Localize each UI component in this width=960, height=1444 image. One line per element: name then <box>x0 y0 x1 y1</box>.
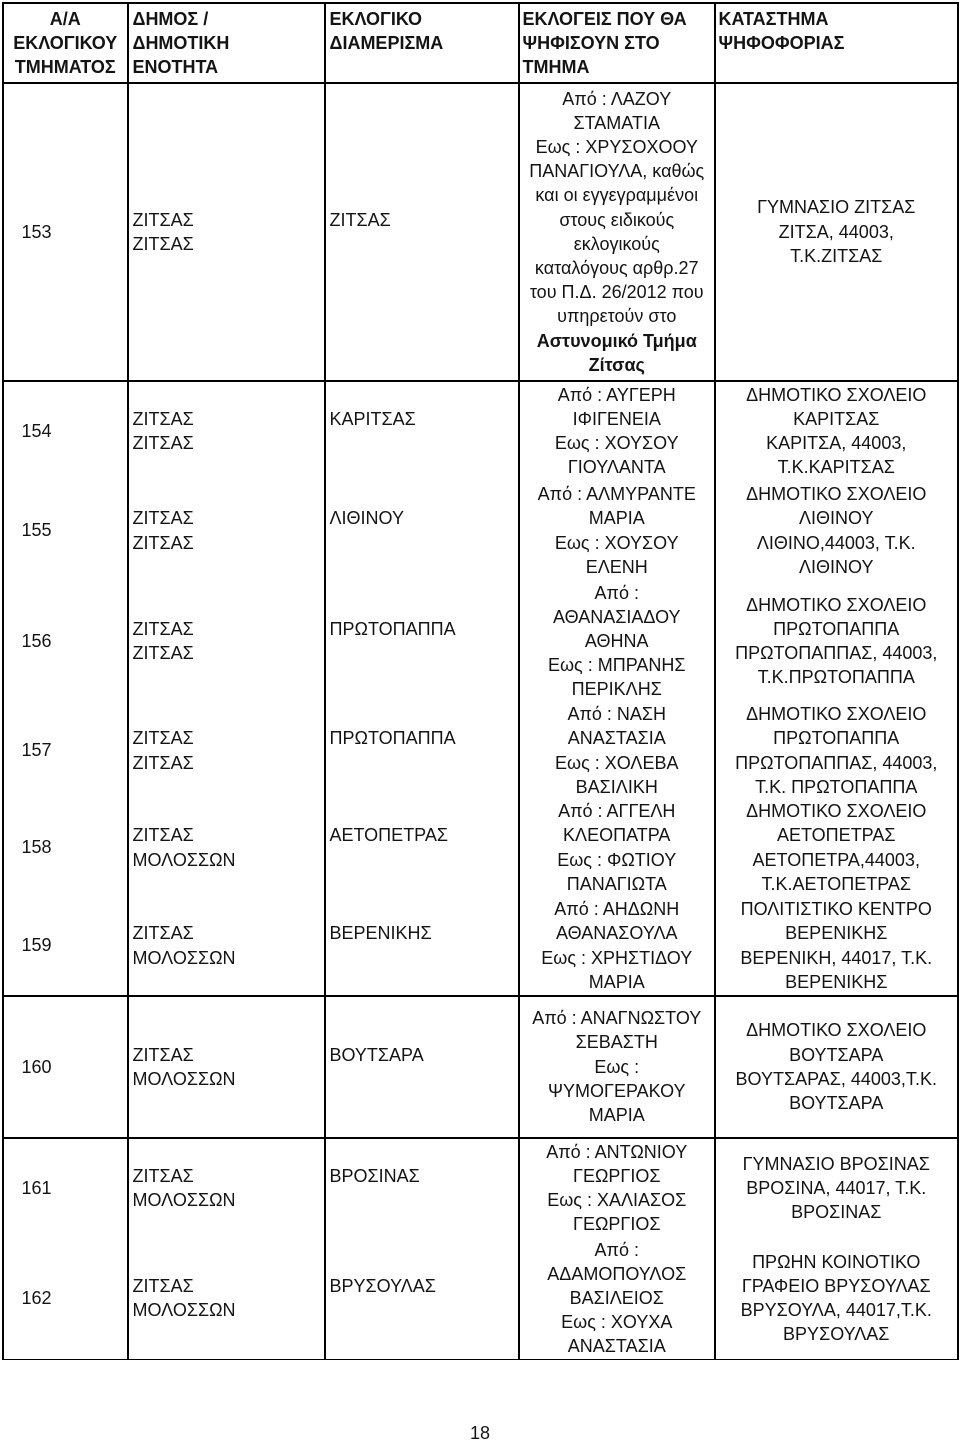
table-row <box>0 1139 960 1238</box>
polling-station-line: Τ.Κ.ΚΑΡΙΤΣΑΣ <box>777 457 895 478</box>
polling-station-line: ΖΙΤΣΑ, 44003, <box>778 221 894 242</box>
municipality-line: ΜΟΛΟΣΣΩΝ <box>132 1190 236 1210</box>
polling-station-line: ΒΟΥΤΣΑΡΑ <box>789 1092 884 1113</box>
voters-line: Από : ΝΑΣΗ <box>567 704 667 725</box>
voters-line: Εως : <box>594 1056 640 1077</box>
section-number: 154 <box>21 421 52 442</box>
header-voters <box>520 4 715 83</box>
voters-range-cell <box>520 702 715 799</box>
polling-station-line: ΔΗΜΟΤΙΚΟ ΣΧΟΛΕΙΟ <box>746 594 927 615</box>
polling-station-line: ΠΡΩΗΝ ΚΟΙΝΟΤΙΚΟ <box>752 1251 921 1272</box>
electoral-district-cell <box>326 481 519 580</box>
voters-line: του Π.Δ. 26/2012 που <box>529 282 704 303</box>
municipality-line: ΖΙΤΣΑΣ <box>132 825 194 846</box>
header-label-line: ΕΚΛΟΓΙΚΟΥ <box>13 32 118 53</box>
voters-line: ΜΑΡΙΑ <box>588 1105 645 1126</box>
polling-station-cell <box>716 580 958 702</box>
polling-station-line: ΔΗΜΟΤΙΚΟ ΣΧΟΛΕΙΟ <box>746 704 927 725</box>
electoral-district-cell <box>326 702 519 799</box>
section-number-cell <box>4 799 128 896</box>
municipality-line: ΖΙΤΣΑΣ <box>132 1275 194 1296</box>
district-name: ΒΡΟΣΙΝΑΣ <box>329 1165 420 1186</box>
section-number: 161 <box>21 1177 52 1198</box>
table-row <box>0 702 960 799</box>
district-name: ΚΑΡΙΤΣΑΣ <box>329 409 416 430</box>
voters-range-cell <box>520 799 715 896</box>
polling-station-line: ΒΕΡΕΝΙΚΗ, 44017, Τ.Κ. <box>740 947 933 968</box>
voters-line: Εως : ΧΡΗΣΤΙΔΟΥ <box>541 947 693 968</box>
section-number: 160 <box>21 1056 52 1077</box>
voters-line: Από : ΛΑΖΟΥ <box>562 88 672 109</box>
section-number-cell <box>4 382 128 482</box>
header-label-line: Α/Α <box>49 8 81 29</box>
header-polling-station <box>716 4 958 83</box>
section-number-cell <box>4 997 128 1138</box>
district-name: ΒΕΡΕΝΙΚΗΣ <box>329 923 432 944</box>
voters-range-cell <box>520 896 715 995</box>
voters-line: Από : ΑΝΑΓΝΩΣΤΟΥ <box>532 1008 702 1029</box>
polling-station-line: Τ.Κ.ΖΙΤΣΑΣ <box>790 245 883 266</box>
table-row <box>0 997 960 1138</box>
voters-line: ΑΘΑΝΑΣΟΥΛΑ <box>555 923 678 944</box>
polling-station-line: ΚΑΡΙΤΣΑΣ <box>793 409 880 430</box>
municipality-cell <box>129 481 325 580</box>
voters-range-cell <box>520 580 715 702</box>
polling-station-line: ΠΡΩΤΟΠΑΠΠΑΣ, 44003, <box>735 752 938 773</box>
municipality-line: ΖΙΤΣΑΣ <box>132 409 194 430</box>
voters-line: ΜΑΡΙΑ <box>588 508 645 529</box>
district-name: ΒΟΥΤΣΑΡΑ <box>329 1044 424 1065</box>
header-label-line: ΕΚΛΟΓΙΚΟ <box>329 8 423 29</box>
municipality-line: ΜΟΛΟΣΣΩΝ <box>132 1300 236 1320</box>
electoral-district-cell <box>326 84 519 381</box>
voters-line: ΠΕΡΙΚΛΗΣ <box>571 679 662 700</box>
municipality-line: ΜΟΛΟΣΣΩΝ <box>132 947 236 968</box>
voters-line: Εως : ΧΟΥΧΑ <box>561 1312 673 1333</box>
voters-line: καταλόγους αρθρ.27 <box>534 257 699 278</box>
polling-station-line: ΒΕΡΕΝΙΚΗΣ <box>785 971 888 992</box>
municipality-cell <box>129 997 325 1138</box>
electoral-district-cell <box>326 1139 519 1238</box>
header-label-line: ΔΗΜΟΤΙΚΗ <box>132 32 230 53</box>
municipality-line: ΜΟΛΟΣΣΩΝ <box>132 1068 236 1089</box>
polling-station-line: ΓΡΑΦΕΙΟ ΒΡΥΣΟΥΛΑΣ <box>741 1275 931 1296</box>
table-row <box>0 382 960 482</box>
district-name: ΒΡΥΣΟΥΛΑΣ <box>329 1275 436 1296</box>
polling-station-line: ΚΑΡΙΤΣΑ, 44003, <box>766 433 907 454</box>
voters-line: Εως : ΧΟΥΣΟΥ <box>554 433 679 454</box>
municipality-cell <box>129 382 325 482</box>
section-number-cell <box>4 580 128 702</box>
voters-line: ΜΑΡΙΑ <box>588 971 645 992</box>
voters-line: Αστυνομικό Τμήμα <box>536 330 697 351</box>
polling-station-line: ΒΟΥΤΣΑΡΑ <box>789 1044 884 1065</box>
voters-range-cell <box>520 481 715 580</box>
table-row <box>0 896 960 995</box>
voters-line: ΕΛΕΝΗ <box>585 556 648 577</box>
voters-line: Από : ΑΝΤΩΝΙΟΥ <box>546 1141 688 1162</box>
polling-station-line: ΒΡΟΣΙΝΑΣ <box>791 1202 882 1223</box>
voters-line: ΒΑΣΙΛΕΙΟΣ <box>569 1287 664 1308</box>
district-name: ΠΡΩΤΟΠΑΠΠΑ <box>329 618 456 639</box>
polling-station-line: ΔΗΜΟΤΙΚΟ ΣΧΟΛΕΙΟ <box>746 1020 927 1041</box>
municipality-line: ΖΙΤΣΑΣ <box>132 643 194 663</box>
header-label-line: ΔΗΜΟΣ / <box>132 8 209 29</box>
voters-line: ΠΑΝΑΓΙΟΥΛΑ, καθώς <box>529 161 705 182</box>
table-rule <box>2 1359 959 1361</box>
electoral-district-cell <box>326 997 519 1138</box>
polling-station-line: ΓΥΜΝΑΣΙΟ ΒΡΟΣΙΝΑΣ <box>742 1153 930 1174</box>
table-row <box>0 799 960 896</box>
header-municipality <box>129 4 325 83</box>
polling-station-line: ΛΙΘΙΝΟΥ <box>799 556 874 577</box>
municipality-cell <box>129 799 325 896</box>
voters-range-cell <box>520 1238 715 1359</box>
polling-station-line: ΒΡΥΣΟΥΛΑΣ <box>783 1324 890 1345</box>
polling-station-cell <box>716 896 958 995</box>
voters-line: ΚΛΕΟΠΑΤΡΑ <box>563 825 671 846</box>
voters-line: Από : <box>594 1239 639 1260</box>
municipality-cell <box>129 1238 325 1359</box>
polling-station-line: ΒΡΟΣΙΝΑ, 44017, Τ.Κ. <box>746 1177 927 1198</box>
polling-station-line: ΓΥΜΝΑΣΙΟ ΖΙΤΣΑΣ <box>757 197 916 218</box>
polling-station-line: ΒΕΡΕΝΙΚΗΣ <box>785 923 888 944</box>
voters-line: ΑΝΑΣΤΑΣΙΑ <box>567 1336 666 1357</box>
voters-line: Από : <box>594 582 639 603</box>
district-name: ΛΙΘΙΝΟΥ <box>329 508 404 529</box>
polling-station-line: ΠΡΩΤΟΠΑΠΠΑΣ, 44003, <box>735 643 938 663</box>
table-row <box>0 1238 960 1359</box>
section-number-cell <box>4 481 128 580</box>
polling-station-line: Τ.Κ. ΠΡΩΤΟΠΑΠΠΑ <box>755 776 918 797</box>
header-section-number <box>4 4 128 83</box>
polling-station-cell <box>716 799 958 896</box>
district-name: ΠΡΩΤΟΠΑΠΠΑ <box>329 728 456 749</box>
header-label-line: ΨΗΦΟΦΟΡΙΑΣ <box>718 32 845 53</box>
municipality-line: ΖΙΤΣΑΣ <box>132 508 194 529</box>
page-number: 18 <box>469 1423 491 1443</box>
polling-station-line: ΔΗΜΟΤΙΚΟ ΣΧΟΛΕΙΟ <box>746 801 927 822</box>
district-name: ΑΕΤΟΠΕΤΡΑΣ <box>329 825 448 846</box>
section-number: 153 <box>21 221 52 242</box>
section-number-cell <box>4 1238 128 1359</box>
voters-line: Εως : ΧΡΥΣΟΧΟΟΥ <box>535 137 698 157</box>
table-row <box>0 84 960 381</box>
polling-station-cell <box>716 997 958 1138</box>
polling-station-cell <box>716 481 958 580</box>
voters-line: ΙΦΙΓΕΝΕΙΑ <box>572 409 661 430</box>
section-number: 155 <box>21 520 52 541</box>
section-number: 159 <box>21 935 52 956</box>
municipality-cell <box>129 84 325 381</box>
voters-line: ΓΙΟΥΛΑΝΤΑ <box>567 457 666 478</box>
polling-station-line: ΒΡΥΣΟΥΛΑ, 44017,Τ.Κ. <box>740 1300 932 1320</box>
polling-station-line: ΠΡΩΤΟΠΑΠΠΑ <box>773 618 900 639</box>
voters-line: Εως : ΧΟΥΣΟΥ <box>554 532 679 553</box>
municipality-line: ΖΙΤΣΑΣ <box>132 1044 194 1065</box>
voters-line: Από : ΑΓΓΕΛΗ <box>558 801 676 822</box>
polling-station-line: ΒΟΥΤΣΑΡΑΣ, 44003,Τ.Κ. <box>735 1068 937 1089</box>
municipality-line: ΖΙΤΣΑΣ <box>132 923 194 944</box>
municipality-line: ΖΙΤΣΑΣ <box>132 618 194 639</box>
municipality-line: ΖΙΤΣΑΣ <box>132 433 194 454</box>
header-label-line: ΚΑΤΑΣΤΗΜΑ <box>718 8 829 29</box>
polling-station-line: ΔΗΜΟΤΙΚΟ ΣΧΟΛΕΙΟ <box>746 384 927 405</box>
voters-line: υπηρετούν στο <box>557 306 677 327</box>
header-label-line: ΤΜΗΜΑ <box>522 56 590 77</box>
voters-line: Εως : ΜΠΡΑΝΗΣ <box>547 655 686 676</box>
header-label-line: ΔΙΑΜΕΡΙΣΜΑ <box>329 32 444 53</box>
voters-line: ΒΑΣΙΛΙΚΗ <box>575 776 658 797</box>
header-electoral-district <box>326 4 519 83</box>
electoral-district-cell <box>326 580 519 702</box>
district-name: ΖΙΤΣΑΣ <box>329 209 391 230</box>
polling-station-cell <box>716 1238 958 1359</box>
section-number: 158 <box>21 837 52 858</box>
voters-range-cell <box>520 84 715 381</box>
voters-line: ΓΕΩΡΓΙΟΣ <box>573 1165 661 1186</box>
voters-line: Από : ΑΛΜΥΡΑΝΤΕ <box>537 484 696 505</box>
municipality-cell <box>129 1139 325 1238</box>
polling-station-line: ΠΟΛΙΤΙΣΤΙΚΟ ΚΕΝΤΡΟ <box>740 899 932 920</box>
section-number: 156 <box>21 630 52 651</box>
voters-range-cell <box>520 382 715 482</box>
voters-line: Εως : ΧΑΛΙΑΣΟΣ <box>547 1190 687 1210</box>
voters-line: ΑΝΑΣΤΑΣΙΑ <box>567 728 666 749</box>
polling-station-line: ΠΡΩΤΟΠΑΠΠΑ <box>773 728 900 749</box>
table-header-row <box>0 4 960 83</box>
voters-range-cell <box>520 997 715 1138</box>
electoral-district-cell <box>326 799 519 896</box>
voters-line: Από : ΑΥΓΕΡΗ <box>557 384 676 405</box>
municipality-line: ΖΙΤΣΑΣ <box>132 532 194 553</box>
voters-line: ΓΕΩΡΓΙΟΣ <box>573 1214 661 1235</box>
voters-line: ΠΑΝΑΓΙΩΤΑ <box>566 873 667 894</box>
polling-station-line: ΛΙΘΙΝΟ,44003, Τ.Κ. <box>756 532 916 553</box>
voters-line: ΑΘΑΝΑΣΙΑΔΟΥ <box>552 606 681 627</box>
header-label-line: ΨΗΦΙΣΟΥΝ ΣΤΟ <box>522 32 660 53</box>
municipality-cell <box>129 702 325 799</box>
electoral-district-cell <box>326 382 519 482</box>
voters-line: ΣΕΒΑΣΤΗ <box>575 1032 658 1053</box>
municipality-line: ΖΙΤΣΑΣ <box>132 752 194 773</box>
header-label-line: ΕΝΟΤΗΤΑ <box>132 56 219 77</box>
polling-station-line: ΑΕΤΟΠΕΤΡΑ,44003, <box>752 849 920 870</box>
polling-station-cell <box>716 1139 958 1238</box>
voters-line: Από : ΑΗΔΩΝΗ <box>554 899 680 920</box>
voters-line: ΑΘΗΝΑ <box>584 630 649 651</box>
header-label-line: ΤΜΗΜΑΤΟΣ <box>14 56 116 77</box>
municipality-line: ΖΙΤΣΑΣ <box>132 233 194 254</box>
section-number-cell <box>4 1139 128 1238</box>
voters-line: ΣΤΑΜΑΤΙΑ <box>573 112 660 133</box>
municipality-cell <box>129 580 325 702</box>
voters-line: ΨΥΜΟΓΕΡΑΚΟΥ <box>547 1080 686 1101</box>
electoral-district-cell <box>326 896 519 995</box>
municipality-cell <box>129 896 325 995</box>
municipality-line: ΖΙΤΣΑΣ <box>132 728 194 749</box>
polling-station-line: Τ.Κ.ΠΡΩΤΟΠΑΠΠΑ <box>757 667 915 688</box>
table-row <box>0 481 960 580</box>
section-number-cell <box>4 702 128 799</box>
voters-range-cell <box>520 1139 715 1238</box>
polling-station-cell <box>716 382 958 482</box>
municipality-line: ΜΟΛΟΣΣΩΝ <box>132 849 236 870</box>
voters-line: στους ειδικούς <box>559 209 675 230</box>
section-number-cell <box>4 896 128 995</box>
voters-line: εκλογικούς <box>573 233 660 254</box>
electoral-district-cell <box>326 1238 519 1359</box>
header-label-line: ΕΚΛΟΓΕΙΣ ΠΟΥ ΘΑ <box>522 8 687 29</box>
voters-line: και οι εγγεγραμμένοι <box>535 185 699 206</box>
voters-line: Εως : ΦΩΤΙΟΥ <box>557 849 677 870</box>
voters-line: Εως : ΧΟΛΕΒΑ <box>555 752 679 773</box>
polling-station-line: ΑΕΤΟΠΕΤΡΑΣ <box>777 825 896 846</box>
table-row <box>0 580 960 702</box>
polling-station-line: Τ.Κ.ΑΕΤΟΠΕΤΡΑΣ <box>761 873 911 894</box>
municipality-line: ΖΙΤΣΑΣ <box>132 209 194 230</box>
polling-station-cell <box>716 84 958 381</box>
voters-line: Ζίτσας <box>588 354 645 375</box>
section-number: 162 <box>21 1287 52 1308</box>
voters-line: ΑΔΑΜΟΠΟΥΛΟΣ <box>547 1263 687 1284</box>
section-number-cell <box>4 84 128 381</box>
section-number: 157 <box>21 740 52 761</box>
polling-station-line: ΔΗΜΟΤΙΚΟ ΣΧΟΛΕΙΟ <box>746 484 927 505</box>
municipality-line: ΖΙΤΣΑΣ <box>132 1165 194 1186</box>
polling-station-line: ΛΙΘΙΝΟΥ <box>799 508 874 529</box>
polling-station-cell <box>716 702 958 799</box>
